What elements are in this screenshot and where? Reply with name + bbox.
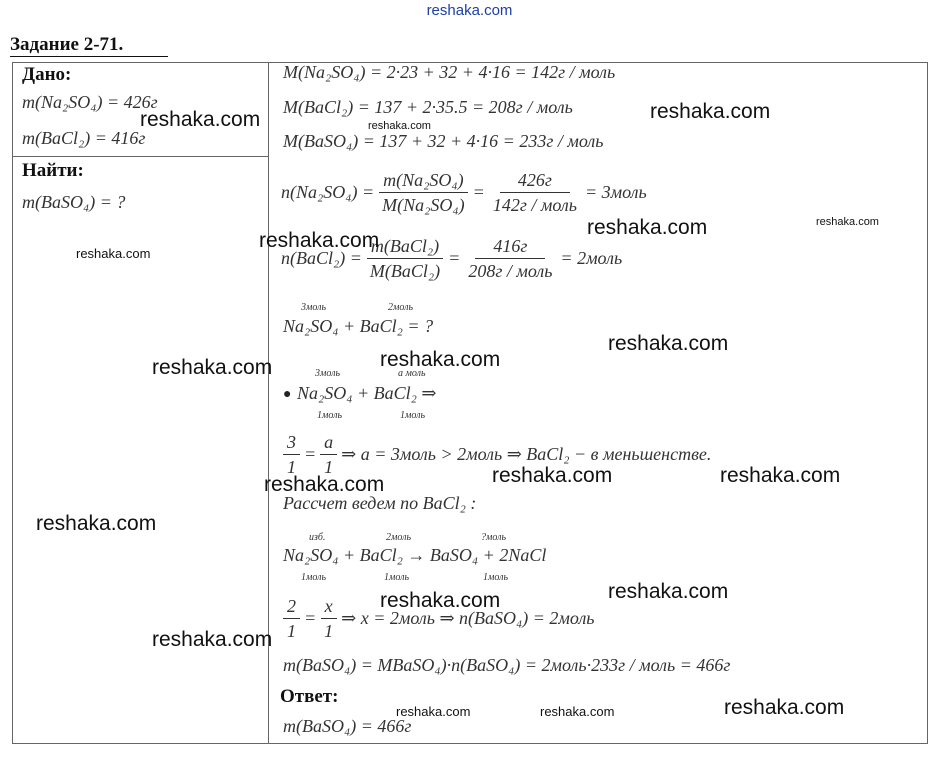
equals-sign: = [304, 608, 317, 628]
numerator: 2 [283, 594, 300, 619]
answer-value: m(BaSO₄) = 466г [283, 716, 412, 736]
denominator: 1 [324, 457, 334, 477]
watermark: reshaka.com [140, 108, 261, 131]
given-divider [12, 156, 269, 157]
coef-above: изб. [309, 532, 326, 543]
watermark: reshaka.com [368, 120, 431, 132]
coef-above: a моль [398, 368, 426, 379]
watermark: reshaka.com [608, 332, 729, 355]
numerator: m(Na₂SO₄) [379, 168, 468, 193]
denominator: 1 [324, 621, 334, 641]
equation-result: = 2моль [560, 248, 623, 268]
numerator: 3 [283, 430, 300, 455]
watermark: reshaka.com [152, 356, 273, 379]
task-title: Задание 2-71. [10, 34, 124, 55]
given-label: Дано: [22, 64, 72, 85]
watermark: reshaka.com [816, 216, 879, 228]
reaction-equation: Na₂SO₄ + BaCl₂ → BaSO₄ + 2NaCl [283, 545, 547, 565]
watermark: reshaka.com [540, 704, 615, 719]
equals-sign: = [304, 444, 317, 464]
fraction [489, 168, 581, 217]
equation-result: = 3моль [584, 182, 647, 202]
equals-sign: = [472, 182, 485, 202]
numerator: 426г [500, 168, 570, 193]
moles-na2so4-equation [281, 168, 647, 217]
coef-above: 3моль [301, 302, 327, 313]
watermark: reshaka.com [587, 216, 708, 239]
denominator: 208г / моль [468, 261, 553, 281]
coef-below: 1моль [301, 572, 327, 583]
site-header[interactable]: reshaka.com [426, 2, 513, 19]
coef-above: 3моль [315, 368, 341, 379]
numerator: m(BaCl₂) [367, 234, 443, 259]
coef-above: ?моль [481, 532, 507, 543]
find-label: Найти: [22, 160, 84, 181]
numerator: a [320, 430, 337, 455]
equals-sign: = [448, 248, 461, 268]
molar-mass-bacl2: M(BaCl₂) = 137 + 2·35.5 = 208г / моль [283, 97, 573, 117]
calc-note: Рассчет ведем по BaCl₂ : [283, 493, 477, 513]
watermark: reshaka.com [724, 696, 845, 719]
excess-check: Na₂SO₄ + BaCl₂ ⇒ [297, 383, 437, 403]
watermark: reshaka.com [380, 348, 501, 371]
watermark: reshaka.com [608, 580, 729, 603]
watermark: reshaka.com [152, 628, 273, 651]
fraction [378, 168, 469, 217]
watermark: reshaka.com [396, 704, 471, 719]
denominator: M(BaCl₂) [369, 261, 441, 281]
coef-above: 2моль [386, 532, 412, 543]
reaction-question: Na₂SO₄ + BaCl₂ = ? [283, 316, 434, 336]
ratio-conclusion: ⇒ a = 3моль > 2моль ⇒ BaCl₂ − в меньшенстве. [341, 444, 712, 464]
find-item: m(BaSO₄) = ? [22, 192, 126, 212]
bullet-icon: ● [283, 387, 292, 402]
title-underline [10, 56, 168, 57]
watermark: reshaka.com [492, 464, 613, 487]
fraction [464, 234, 556, 283]
mass-baso4: m(BaSO₄) = MBaSO₄)·n(BaSO₄) = 2моль·233г / моль = 466г [283, 655, 731, 675]
coef-below: 1моль [317, 410, 343, 421]
numerator: x [321, 594, 337, 619]
coef-below: 1моль [483, 572, 509, 583]
denominator: M(Na₂SO₄) [382, 195, 465, 215]
denominator: 1 [287, 621, 296, 641]
ratio-conclusion: ⇒ x = 2моль ⇒ n(BaSO₄) = 2моль [341, 608, 595, 628]
answer-label: Ответ: [280, 686, 339, 707]
fraction [283, 430, 300, 479]
molar-mass-baso4: M(BaSO₄) = 137 + 32 + 4·16 = 233г / моль [283, 131, 604, 151]
denominator: 142г / моль [492, 195, 577, 215]
fraction [320, 594, 337, 643]
fraction [320, 430, 337, 479]
equation-lhs: n(BaCl₂) = [281, 248, 362, 268]
coef-below: 1моль [384, 572, 410, 583]
watermark: reshaka.com [259, 229, 380, 252]
given-item: m(BaCl₂) = 416г [22, 128, 146, 148]
equation-lhs: n(Na₂SO₄) = [281, 182, 375, 202]
watermark: reshaka.com [36, 512, 157, 535]
watermark: reshaka.com [264, 473, 385, 496]
coef-below: 1моль [400, 410, 426, 421]
watermark: reshaka.com [650, 100, 771, 123]
watermark: reshaka.com [380, 589, 501, 612]
coef-above: 2моль [388, 302, 414, 313]
given-item: m(Na₂SO₄) = 426г [22, 92, 158, 112]
watermark: reshaka.com [76, 246, 151, 261]
numerator: 416г [475, 234, 545, 259]
fraction [283, 594, 300, 643]
watermark: reshaka.com [720, 464, 841, 487]
molar-mass-na2so4: M(Na₂SO₄) = 2·23 + 32 + 4·16 = 142г / моль [283, 62, 616, 82]
denominator: 1 [287, 457, 296, 477]
